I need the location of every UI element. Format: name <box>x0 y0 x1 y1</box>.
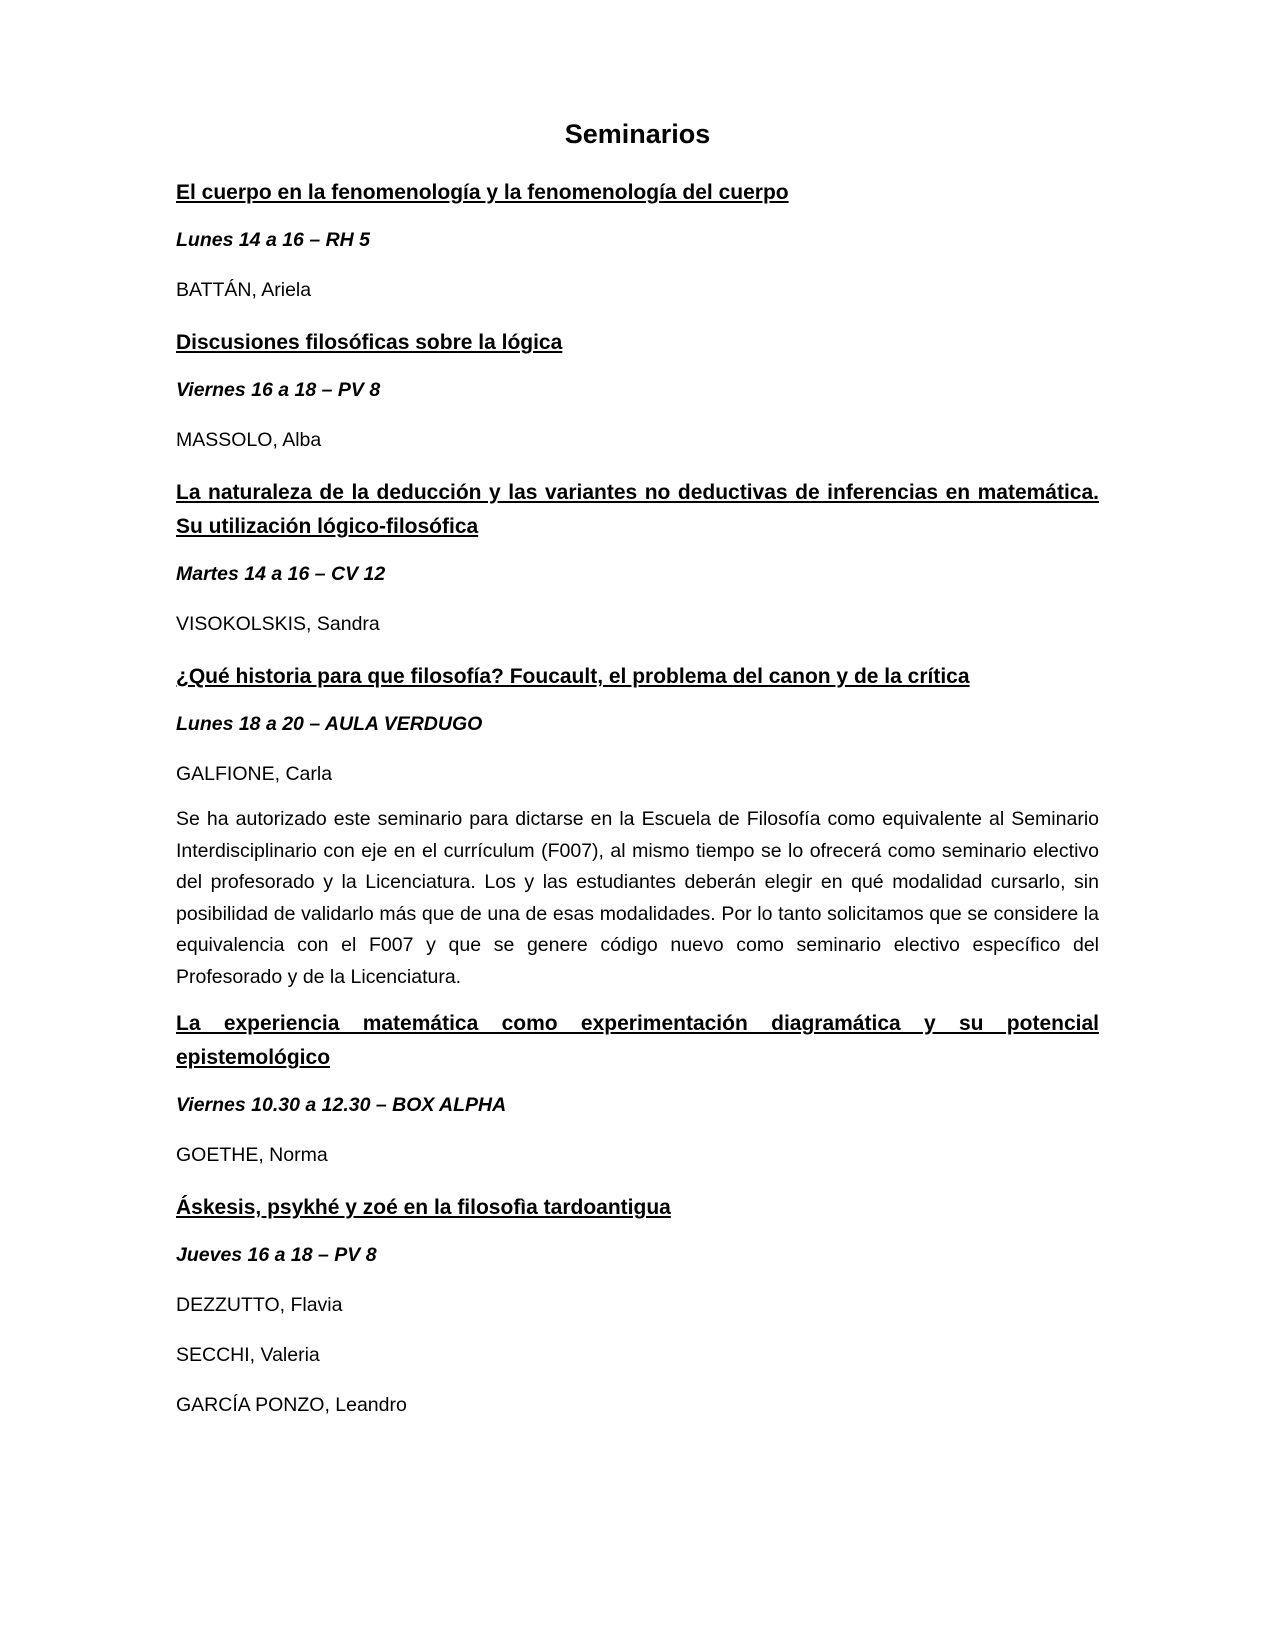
seminar-schedule: Viernes 16 a 18 – PV 8 <box>176 379 381 401</box>
page-title: Seminarios <box>564 119 711 149</box>
seminar-schedule: Jueves 16 a 18 – PV 8 <box>176 1244 377 1266</box>
seminar-title: El cuerpo en la fenomenología y la fenomenología del cuerpo <box>176 181 789 204</box>
seminar-note: Se ha autorizado este seminario para dictarse en la Escuela de Filosofía como equivalente al Seminario Interdisciplinario con eje en el currículum (F007), al mismo tiempo se lo ofrecerá como seminario electivo del profesorado y la Licenciatura. Los y las estudiantes deberán elegir en qué modalidad cursarlo, sin posibilidad de validarlo más que de una de esas modalidades. Por lo tanto solicitamos que se considere la equivalencia con el F007 y que se genere código nuevo como seminario electivo específico del Profesorado y de la Licenciatura. <box>176 808 1099 988</box>
seminar-entry <box>176 326 1099 454</box>
seminar-title: Discusiones filosóficas sobre la lógica <box>176 331 563 354</box>
seminar-teacher: BATTÁN, Ariela <box>176 279 312 301</box>
seminar-title: Áskesis, psykhé y zoé en la filosofìa tardoantigua <box>176 1196 671 1219</box>
seminar-title: La naturaleza de la deducción y las variantes no deductivas de inferencias en matemática. Su utilización lógico-filosófica <box>176 481 1099 538</box>
seminar-schedule: Viernes 10.30 a 12.30 – BOX ALPHA <box>176 1094 507 1116</box>
seminar-title: La experiencia matemática como experimentación diagramática y su potencial epistemológico <box>176 1012 1099 1069</box>
seminar-teacher: MASSOLO, Alba <box>176 429 322 451</box>
seminar-entry <box>176 176 1099 304</box>
seminar-schedule: Lunes 14 a 16 – RH 5 <box>176 229 371 251</box>
seminar-teacher: GOETHE, Norma <box>176 1144 328 1166</box>
seminar-schedule: Martes 14 a 16 – CV 12 <box>176 563 386 585</box>
seminar-teacher: GARCÍA PONZO, Leandro <box>176 1394 407 1416</box>
seminar-teacher: VISOKOLSKIS, Sandra <box>176 613 380 635</box>
seminar-teacher: GALFIONE, Carla <box>176 763 333 785</box>
seminar-teacher: SECCHI, Valeria <box>176 1344 320 1366</box>
seminar-entry <box>176 1191 1099 1419</box>
seminar-entry <box>176 476 1099 638</box>
seminar-teacher: DEZZUTTO, Flavia <box>176 1294 343 1316</box>
seminar-title: ¿Qué historia para que filosofía? Foucault, el problema del canon y de la crítica <box>176 665 970 688</box>
seminar-schedule: Lunes 18 a 20 – AULA VERDUGO <box>176 713 483 735</box>
seminar-entry <box>176 660 1099 993</box>
seminar-entry <box>176 1007 1099 1169</box>
